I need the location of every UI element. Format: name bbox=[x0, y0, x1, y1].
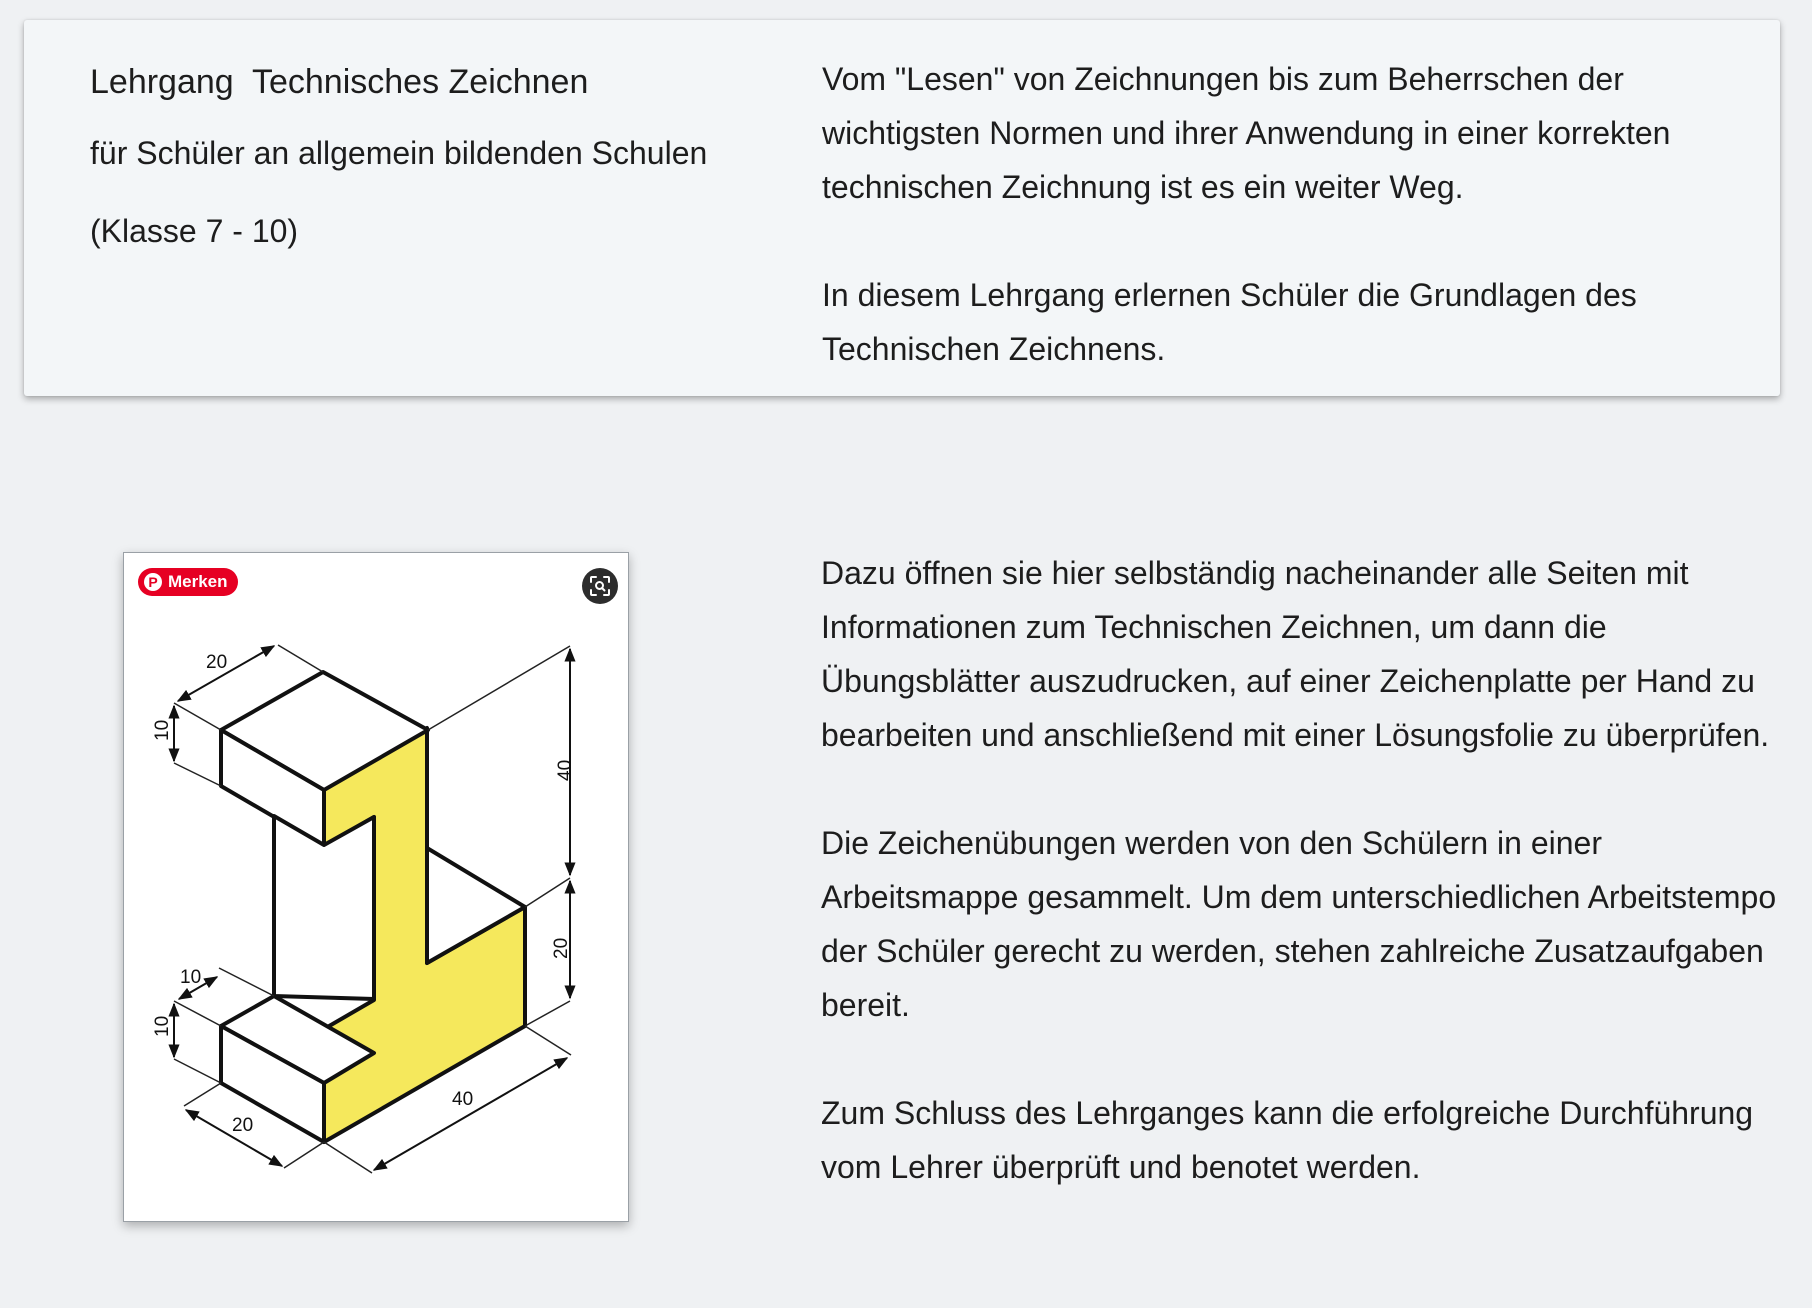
course-title: Lehrgang Technisches Zeichnen bbox=[90, 63, 589, 101]
intro-paragraph: Vom "Lesen" von Zeichnungen bis zum Beherrschen der wichtigsten Normen und ihrer Anwendung in einer korrekten technischen Zeichnung ist es ein weiter Weg. bbox=[822, 61, 1671, 205]
dimension-label: 20 bbox=[551, 937, 572, 959]
lens-search-icon bbox=[588, 574, 612, 598]
dimension-label: 10 bbox=[180, 967, 202, 988]
dimension-label: 20 bbox=[206, 652, 228, 673]
course-description bbox=[821, 546, 1801, 1194]
dimension-label: 40 bbox=[555, 759, 576, 781]
pinterest-icon: P bbox=[144, 573, 162, 591]
lens-search-button[interactable] bbox=[582, 568, 618, 604]
intro-paragraph: In diesem Lehrgang erlernen Schüler die Grundlagen des Technischen Zeichnens. bbox=[822, 277, 1637, 367]
dimension-label: 10 bbox=[152, 719, 173, 741]
course-subtitle: für Schüler an allgemein bildenden Schulen bbox=[90, 135, 708, 171]
course-intro bbox=[822, 52, 1762, 376]
course-grade-range: (Klasse 7 - 10) bbox=[90, 213, 299, 249]
isometric-drawing bbox=[124, 553, 630, 1223]
description-paragraph: Die Zeichenübungen werden von den Schülern in einer Arbeitsmappe gesammelt. Um dem unterschiedlichen Arbeitstempo der Schüler gerecht zu werden, stehen zahlreiche Zusatzaufgaben bereit. bbox=[821, 825, 1777, 1023]
shape-column-face bbox=[274, 816, 374, 999]
merken-label: Merken bbox=[168, 572, 228, 591]
isometric-drawing-image[interactable] bbox=[123, 552, 629, 1222]
merken-button[interactable] bbox=[138, 568, 238, 596]
dimension-label: 40 bbox=[452, 1089, 474, 1110]
description-paragraph: Zum Schluss des Lehrganges kann die erfolgreiche Durchführung vom Lehrer überprüft und benotet werden. bbox=[821, 1095, 1754, 1185]
description-paragraph: Dazu öffnen sie hier selbständig nacheinander alle Seiten mit Informationen zum Technischen Zeichnen, um dann die Übungsblätter auszudrucken, auf einer Zeichenplatte per Hand zu bearbeiten und anschließend mit einer Lösungsfolie zu überprüfen. bbox=[821, 555, 1770, 753]
dimension-label: 20 bbox=[232, 1115, 254, 1136]
dimension-label: 10 bbox=[152, 1015, 173, 1037]
course-header-panel bbox=[24, 20, 1780, 396]
